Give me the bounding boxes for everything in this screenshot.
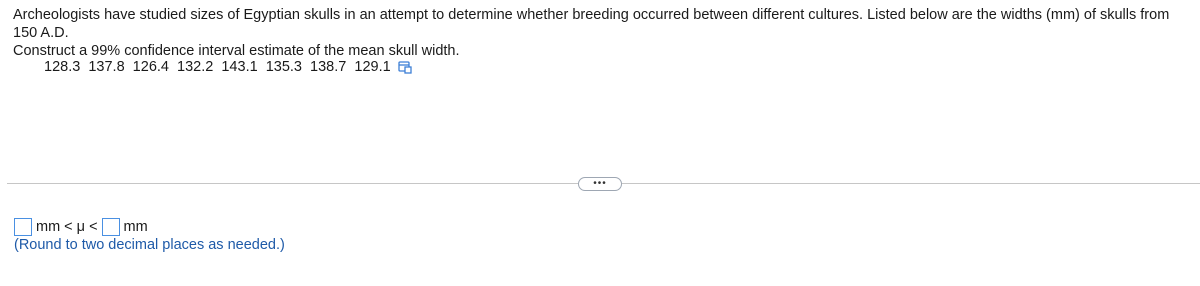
data-values-row: [44, 58, 412, 76]
lower-bound-input[interactable]: [14, 218, 32, 236]
upper-bound-input[interactable]: [102, 218, 120, 236]
unit-label: mm: [123, 219, 148, 235]
skull-width-values: 128.3 137.8 126.4 132.2 143.1 135.3 138.7 129.1: [44, 59, 391, 75]
data-table-icon[interactable]: [398, 60, 412, 74]
question-line-2: Construct a 99% confidence interval estimate of the mean skull width.: [13, 43, 460, 59]
rounding-hint: (Round to two decimal places as needed.): [14, 237, 285, 253]
middle-label: mm < μ <: [36, 219, 98, 235]
more-options-button[interactable]: •••: [578, 177, 622, 191]
answer-row: [14, 218, 148, 236]
question-text: [13, 6, 1193, 60]
question-line-1: Archeologists have studied sizes of Egyptian skulls in an attempt to determine whether breeding occurred between different cultures. Listed below are the widths (mm) of skulls from 150 A.D.: [13, 7, 1170, 41]
